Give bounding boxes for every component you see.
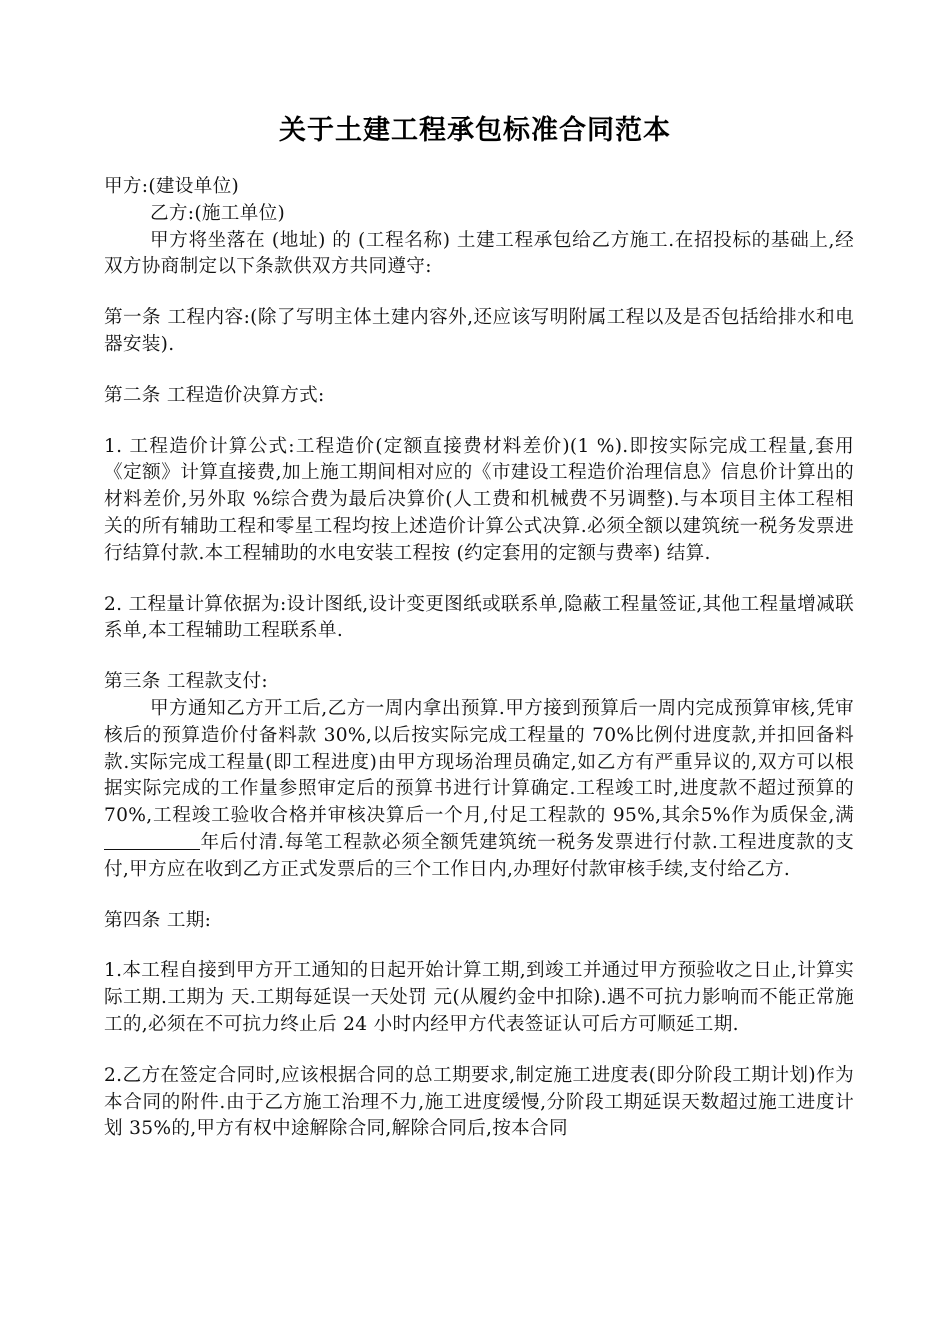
party-b-line: 乙方:(施工单位) bbox=[150, 202, 286, 224]
spacer bbox=[104, 281, 854, 305]
article-3-text-b: 年后付清.每笔工程款必须全额凭建筑统一税务发票进行付款.工程进度款的支付,甲方应在收到乙方正式发票后的三个工作日内,办理好付款审核手续,支付给乙方. bbox=[104, 831, 854, 880]
document-title: 关于土建工程承包标准合同范本 bbox=[279, 115, 671, 146]
spacer bbox=[104, 884, 854, 908]
article-2-item-2: 2. 工程量计算依据为:设计图纸,设计变更图纸或联系单,隐蔽工程量签证,其他工程量增减联系单,本工程辅助工程联系单. bbox=[104, 593, 854, 642]
spacer bbox=[104, 359, 854, 383]
spacer bbox=[104, 1039, 854, 1063]
article-2-heading: 第二条 工程造价决算方式: bbox=[104, 384, 325, 406]
article-3-heading: 第三条 工程款支付: bbox=[104, 671, 268, 693]
article-2-item-1: 1. 工程造价计算公式:工程造价(定额直接费材料差价)(1 %).即按实际完成工程量,套用《定额》计算直接费,加上施工期间相对应的《市建设工程造价治理信息》信息价计算出的材料差价,另外取 %综合费为最后决算价(人工费和机械费不另调整).与本项目主体工程相关的所有辅助工程和零星工程均按上述造价计算公式决算.必须全额以建筑统一税务发票进行结算付款.本工程辅助的水电安装工程按 (约定套用的定额与费率) 结算. bbox=[104, 435, 854, 564]
article-4-item-1: 1.本工程自接到甲方开工通知的日起开始计算工期,到竣工并通过甲方预验收之日止,计算实际工期.工期为 天.工期每延误一天处罚 元(从履约金中扣除).遇不可抗力影响而不能正常施工的,必须在不可抗力终止后 24 小时内经甲方代表签证认可后方可顺延工期. bbox=[104, 960, 854, 1035]
article-4-item-2: 2.乙方在签定合同时,应该根据合同的总工期要求,制定施工进度表(即分阶段工期计划)作为本合同的附件.由于乙方施工治理不力,施工进度缓慢,分阶段工期延误天数超过施工进度计划 35%的,甲方有权中途解除合同,解除合同后,按本合同 bbox=[104, 1064, 854, 1140]
fill-in-blank bbox=[104, 831, 200, 850]
spacer bbox=[104, 568, 854, 592]
spacer bbox=[104, 645, 854, 669]
spacer bbox=[104, 934, 854, 958]
intro-paragraph: 甲方将坐落在 (地址) 的 (工程名称) 土建工程承包给乙方施工.在招投标的基础上,经双方协商制定以下条款供双方共同遵守: bbox=[104, 229, 854, 278]
spacer bbox=[104, 410, 854, 434]
article-3-paragraph bbox=[104, 696, 854, 884]
article-1: 第一条 工程内容:(除了写明主体土建内容外,还应该写明附属工程以及是否包括给排水和电器安装). bbox=[104, 307, 854, 355]
article-4-heading: 第四条 工期: bbox=[104, 909, 212, 931]
document-body bbox=[104, 174, 854, 1143]
article-3-text-a: 甲方通知乙方开工后,乙方一周内拿出预算.甲方接到预算后一周内完成预算审核,凭审核后的预算造价付备料款 30%,以后按实际完成工程量的 70%比例付进度款,并扣回备料款.实际完成工程量(即工程进度)由甲方现场治理员确定,如乙方有严重异议的,双方可以根据实际完成的工作量参照审定后的预算书进行计算确定.工程竣工时,进度款不超过预算的 70%,工程竣工验收合格并审核决算后一个月,付足工程款的 95%,其余5%作为质保金,满 bbox=[104, 697, 854, 827]
party-a-line: 甲方:(建设单位) bbox=[104, 176, 240, 197]
